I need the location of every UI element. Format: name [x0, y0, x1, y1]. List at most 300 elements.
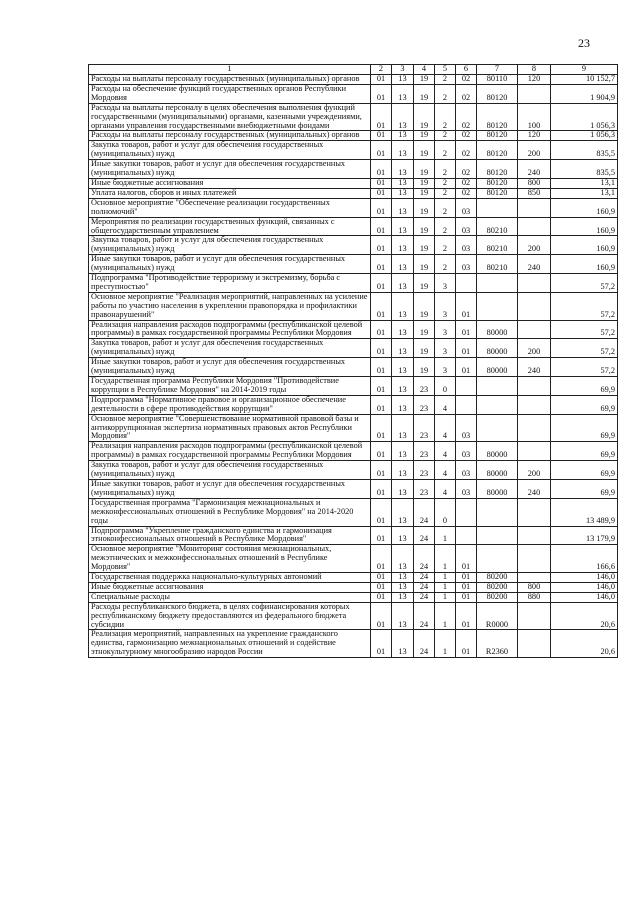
- cell-measure: 02: [456, 160, 477, 179]
- cell-amount: 69,9: [551, 479, 618, 498]
- cell-amount: 835,5: [551, 141, 618, 160]
- cell-expense-direction: 80000: [477, 339, 518, 358]
- cell-expense-direction: 80000: [477, 358, 518, 377]
- cell-subsection: 13: [392, 75, 414, 85]
- cell-section: 01: [371, 377, 392, 396]
- row-name: Специальные расходы: [89, 592, 371, 602]
- cell-program: 24: [414, 582, 435, 592]
- cell-subsection: 13: [392, 160, 414, 179]
- cell-program: 24: [414, 602, 435, 630]
- cell-section: 01: [371, 188, 392, 198]
- cell-program: 19: [414, 274, 435, 293]
- cell-amount: 835,5: [551, 160, 618, 179]
- cell-expense-type: [518, 414, 551, 442]
- cell-subsection: 13: [392, 178, 414, 188]
- cell-section: 01: [371, 339, 392, 358]
- cell-expense-type: 850: [518, 188, 551, 198]
- row-name: Закупка товаров, работ и услуг для обеспечения государственных (муниципальных) нужд: [89, 461, 371, 480]
- cell-measure: 03: [456, 198, 477, 217]
- cell-amount: 13,1: [551, 178, 618, 188]
- cell-subsection: 13: [392, 339, 414, 358]
- row-name: Расходы на обеспечение функций государственных органов Республики Мордовия: [89, 84, 371, 103]
- row-name: Подпрограмма "Противодействие терроризму и экстремизму, борьба с преступностью": [89, 274, 371, 293]
- cell-expense-type: 240: [518, 255, 551, 274]
- cell-amount: 1 904,9: [551, 84, 618, 103]
- cell-program: 24: [414, 573, 435, 583]
- cell-expense-type: [518, 217, 551, 236]
- cell-program: 19: [414, 217, 435, 236]
- row-name: Основное мероприятие "Обеспечение реализации государственных полномочий": [89, 198, 371, 217]
- table-row: [89, 395, 618, 414]
- column-header-7: 7: [477, 65, 518, 75]
- cell-subprogram: 4: [435, 414, 456, 442]
- cell-amount: 20,6: [551, 630, 618, 658]
- table-row: [89, 414, 618, 442]
- cell-subprogram: 2: [435, 84, 456, 103]
- cell-subsection: 13: [392, 573, 414, 583]
- cell-expense-type: [518, 573, 551, 583]
- cell-program: 19: [414, 131, 435, 141]
- table-row: [89, 236, 618, 255]
- cell-amount: 13 179,9: [551, 526, 618, 545]
- cell-expense-type: 800: [518, 582, 551, 592]
- cell-expense-type: 200: [518, 236, 551, 255]
- cell-section: 01: [371, 358, 392, 377]
- column-header-3: 3: [392, 65, 414, 75]
- table-row: [89, 630, 618, 658]
- cell-program: 19: [414, 178, 435, 188]
- cell-subprogram: 4: [435, 479, 456, 498]
- table-row: [89, 103, 618, 131]
- row-name: Закупка товаров, работ и услуг для обеспечения государственных (муниципальных) нужд: [89, 236, 371, 255]
- cell-section: 01: [371, 131, 392, 141]
- cell-section: 01: [371, 160, 392, 179]
- cell-expense-type: [518, 274, 551, 293]
- cell-expense-direction: [477, 498, 518, 526]
- cell-subsection: 13: [392, 274, 414, 293]
- cell-expense-direction: 80200: [477, 573, 518, 583]
- cell-subsection: 13: [392, 582, 414, 592]
- row-name: Закупка товаров, работ и услуг для обеспечения государственных (муниципальных) нужд: [89, 339, 371, 358]
- cell-program: 19: [414, 339, 435, 358]
- cell-measure: 02: [456, 103, 477, 131]
- cell-subprogram: 2: [435, 131, 456, 141]
- cell-subprogram: 2: [435, 236, 456, 255]
- table-row: [89, 292, 618, 320]
- cell-expense-direction: R0000: [477, 602, 518, 630]
- table-header-row: [89, 65, 618, 75]
- cell-amount: 160,9: [551, 217, 618, 236]
- cell-subprogram: 3: [435, 358, 456, 377]
- cell-subprogram: 2: [435, 103, 456, 131]
- cell-measure: 01: [456, 602, 477, 630]
- row-name: Иные бюджетные ассигнования: [89, 582, 371, 592]
- cell-section: 01: [371, 178, 392, 188]
- table-row: [89, 479, 618, 498]
- row-name: Государственная поддержка национально-культурных автономий: [89, 573, 371, 583]
- cell-subsection: 13: [392, 236, 414, 255]
- cell-measure: 01: [456, 292, 477, 320]
- row-name: Реализация мероприятий, направленных на укрепление гражданского единства, гармонизацию межнациональных отношений и содействие этнокультурному многообразию народов России: [89, 630, 371, 658]
- cell-subsection: 13: [392, 526, 414, 545]
- cell-expense-direction: 80120: [477, 160, 518, 179]
- cell-amount: 57,2: [551, 339, 618, 358]
- cell-subprogram: 1: [435, 526, 456, 545]
- cell-expense-direction: [477, 414, 518, 442]
- column-header-2: 2: [371, 65, 392, 75]
- row-name: Подпрограмма "Нормативное правовое и организационное обеспечение деятельности в сфере противодействия коррупции": [89, 395, 371, 414]
- cell-measure: [456, 377, 477, 396]
- cell-program: 19: [414, 160, 435, 179]
- cell-measure: 01: [456, 582, 477, 592]
- cell-measure: 03: [456, 442, 477, 461]
- cell-expense-type: 100: [518, 103, 551, 131]
- cell-subsection: 13: [392, 592, 414, 602]
- cell-amount: 57,2: [551, 358, 618, 377]
- cell-subsection: 13: [392, 198, 414, 217]
- cell-subsection: 13: [392, 442, 414, 461]
- cell-subprogram: 3: [435, 292, 456, 320]
- cell-amount: 146,0: [551, 573, 618, 583]
- cell-section: 01: [371, 395, 392, 414]
- cell-section: 01: [371, 630, 392, 658]
- cell-expense-type: [518, 377, 551, 396]
- cell-subsection: 13: [392, 630, 414, 658]
- cell-subprogram: 2: [435, 141, 456, 160]
- table-row: [89, 339, 618, 358]
- cell-expense-type: 240: [518, 160, 551, 179]
- cell-measure: 03: [456, 414, 477, 442]
- cell-section: 01: [371, 414, 392, 442]
- cell-measure: 03: [456, 236, 477, 255]
- cell-subprogram: 4: [435, 395, 456, 414]
- cell-amount: 57,2: [551, 320, 618, 339]
- cell-amount: 10 152,7: [551, 75, 618, 85]
- cell-program: 19: [414, 103, 435, 131]
- row-name: Иные закупки товаров, работ и услуг для обеспечения государственных (муниципальных) нужд: [89, 255, 371, 274]
- cell-measure: 03: [456, 479, 477, 498]
- table-row: [89, 377, 618, 396]
- budget-table: [88, 64, 618, 658]
- cell-expense-type: [518, 198, 551, 217]
- cell-subsection: 13: [392, 255, 414, 274]
- row-name: Реализация направления расходов подпрограммы (республиканской целевой программы) в рамках государственной программы Республики Мордовия: [89, 442, 371, 461]
- row-name: Иные закупки товаров, работ и услуг для обеспечения государственных (муниципальных) нужд: [89, 160, 371, 179]
- cell-expense-type: [518, 395, 551, 414]
- cell-expense-type: 800: [518, 178, 551, 188]
- cell-measure: [456, 274, 477, 293]
- cell-measure: 02: [456, 188, 477, 198]
- cell-expense-type: 120: [518, 131, 551, 141]
- cell-subsection: 13: [392, 292, 414, 320]
- cell-subprogram: 1: [435, 592, 456, 602]
- cell-program: 19: [414, 141, 435, 160]
- column-header-4: 4: [414, 65, 435, 75]
- cell-expense-type: [518, 630, 551, 658]
- cell-expense-type: [518, 292, 551, 320]
- cell-expense-direction: [477, 377, 518, 396]
- cell-expense-direction: 80000: [477, 461, 518, 480]
- table-row: [89, 274, 618, 293]
- table-row: [89, 188, 618, 198]
- cell-expense-type: 240: [518, 358, 551, 377]
- table-row: [89, 178, 618, 188]
- cell-amount: 160,9: [551, 236, 618, 255]
- row-name: Уплата налогов, сборов и иных платежей: [89, 188, 371, 198]
- table-row: [89, 160, 618, 179]
- table-row: [89, 526, 618, 545]
- cell-expense-direction: [477, 198, 518, 217]
- cell-subprogram: 0: [435, 498, 456, 526]
- cell-subsection: 13: [392, 377, 414, 396]
- cell-subprogram: 1: [435, 545, 456, 573]
- cell-section: 01: [371, 141, 392, 160]
- cell-measure: [456, 498, 477, 526]
- cell-section: 01: [371, 217, 392, 236]
- cell-section: 01: [371, 498, 392, 526]
- cell-section: 01: [371, 292, 392, 320]
- cell-expense-direction: 80110: [477, 75, 518, 85]
- row-name: Расходы на выплаты персоналу государственных (муниципальных) органов: [89, 131, 371, 141]
- table-row: [89, 198, 618, 217]
- cell-subsection: 13: [392, 414, 414, 442]
- cell-subsection: 13: [392, 479, 414, 498]
- table-row: [89, 461, 618, 480]
- cell-subsection: 13: [392, 602, 414, 630]
- cell-measure: 01: [456, 358, 477, 377]
- cell-program: 19: [414, 358, 435, 377]
- column-header-1: 1: [89, 65, 371, 75]
- cell-subsection: 13: [392, 131, 414, 141]
- cell-expense-direction: 80200: [477, 592, 518, 602]
- row-name: Расходы на выплаты персоналу в целях обеспечения выполнения функций государственными (муниципальными) органами, казенными учреждениями, органами управления государственными внебюджетными фондами: [89, 103, 371, 131]
- cell-amount: 146,0: [551, 592, 618, 602]
- row-name: Иные бюджетные ассигнования: [89, 178, 371, 188]
- cell-subprogram: 4: [435, 442, 456, 461]
- row-name: Подпрограмма "Укрепление гражданского единства и гармонизация этноконфессиональных отношений в Республике Мордовия": [89, 526, 371, 545]
- cell-measure: 01: [456, 630, 477, 658]
- cell-measure: 02: [456, 178, 477, 188]
- row-name: Расходы республиканского бюджета, в целях софинансирования которых республиканскому бюджету предоставляются из федерального бюджета субсидии: [89, 602, 371, 630]
- cell-subsection: 13: [392, 141, 414, 160]
- cell-expense-type: 240: [518, 479, 551, 498]
- cell-subprogram: 3: [435, 274, 456, 293]
- cell-amount: 160,9: [551, 198, 618, 217]
- cell-section: 01: [371, 236, 392, 255]
- cell-measure: 02: [456, 84, 477, 103]
- cell-expense-direction: 80000: [477, 320, 518, 339]
- cell-expense-direction: 80120: [477, 178, 518, 188]
- cell-expense-direction: 80210: [477, 236, 518, 255]
- cell-section: 01: [371, 526, 392, 545]
- cell-measure: 01: [456, 320, 477, 339]
- cell-section: 01: [371, 75, 392, 85]
- cell-subprogram: 1: [435, 602, 456, 630]
- cell-program: 23: [414, 442, 435, 461]
- cell-expense-direction: 80120: [477, 103, 518, 131]
- cell-expense-direction: 80120: [477, 141, 518, 160]
- page-number: 23: [578, 36, 590, 50]
- cell-amount: 69,9: [551, 461, 618, 480]
- cell-subprogram: 2: [435, 198, 456, 217]
- cell-amount: 160,9: [551, 255, 618, 274]
- cell-amount: 69,9: [551, 414, 618, 442]
- cell-subprogram: 1: [435, 582, 456, 592]
- cell-subsection: 13: [392, 461, 414, 480]
- row-name: Мероприятия по реализации государственных функций, связанных с общегосударственным управлением: [89, 217, 371, 236]
- cell-amount: 166,6: [551, 545, 618, 573]
- table-row: [89, 592, 618, 602]
- cell-expense-type: [518, 545, 551, 573]
- cell-section: 01: [371, 582, 392, 592]
- cell-expense-direction: 80120: [477, 131, 518, 141]
- cell-expense-type: [518, 320, 551, 339]
- cell-subsection: 13: [392, 103, 414, 131]
- cell-amount: 146,0: [551, 582, 618, 592]
- cell-program: 23: [414, 395, 435, 414]
- row-name: Основное мероприятие "Совершенствование нормативной правовой базы и антикоррупционная экспертиза нормативных правовых актов Республики Мордовия": [89, 414, 371, 442]
- column-header-6: 6: [456, 65, 477, 75]
- cell-measure: 03: [456, 255, 477, 274]
- cell-section: 01: [371, 442, 392, 461]
- cell-subprogram: 2: [435, 75, 456, 85]
- cell-amount: 13 489,9: [551, 498, 618, 526]
- cell-section: 01: [371, 274, 392, 293]
- table-row: [89, 442, 618, 461]
- cell-subprogram: 2: [435, 178, 456, 188]
- cell-program: 23: [414, 377, 435, 396]
- cell-measure: 01: [456, 339, 477, 358]
- cell-subprogram: 2: [435, 255, 456, 274]
- cell-amount: 13,1: [551, 188, 618, 198]
- cell-amount: 20,6: [551, 602, 618, 630]
- cell-expense-type: [518, 602, 551, 630]
- cell-amount: 69,9: [551, 442, 618, 461]
- cell-expense-direction: [477, 545, 518, 573]
- cell-expense-direction: 80120: [477, 84, 518, 103]
- cell-subsection: 13: [392, 395, 414, 414]
- cell-program: 24: [414, 592, 435, 602]
- cell-program: 23: [414, 414, 435, 442]
- table-row: [89, 217, 618, 236]
- row-name: Государственная программа "Гармонизация межнациональных и межконфессиональных отношений в Республике Мордовия" на 2014-2020 годы: [89, 498, 371, 526]
- cell-program: 23: [414, 461, 435, 480]
- row-name: Основное мероприятие "Реализация мероприятий, направленных на усиление работы по участию населения в укреплении правопорядка и профилактики правонарушений": [89, 292, 371, 320]
- cell-expense-direction: 80210: [477, 217, 518, 236]
- cell-expense-direction: R2360: [477, 630, 518, 658]
- cell-section: 01: [371, 84, 392, 103]
- cell-subprogram: 3: [435, 339, 456, 358]
- cell-program: 19: [414, 198, 435, 217]
- row-name: Иные закупки товаров, работ и услуг для обеспечения государственных (муниципальных) нужд: [89, 479, 371, 498]
- cell-expense-direction: 80000: [477, 442, 518, 461]
- table-row: [89, 358, 618, 377]
- cell-section: 01: [371, 479, 392, 498]
- table-row: [89, 498, 618, 526]
- cell-expense-type: 880: [518, 592, 551, 602]
- cell-subprogram: 4: [435, 461, 456, 480]
- cell-program: 19: [414, 236, 435, 255]
- cell-program: 23: [414, 479, 435, 498]
- cell-expense-direction: 80120: [477, 188, 518, 198]
- cell-subprogram: 0: [435, 377, 456, 396]
- row-name: Государственная программа Республики Мордовия "Противодействие коррупции в Республике Мордовия" на 2014-2019 годы: [89, 377, 371, 396]
- cell-expense-type: [518, 526, 551, 545]
- cell-measure: [456, 395, 477, 414]
- cell-measure: 01: [456, 573, 477, 583]
- cell-program: 24: [414, 630, 435, 658]
- row-name: Основное мероприятие "Мониторинг состояния межнациональных, межэтнических и межконфессиональных отношений в Республике Мордовия": [89, 545, 371, 573]
- row-name: Реализация направления расходов подпрограммы (республиканской целевой программы) в рамках государственной программы Республики Мордовия: [89, 320, 371, 339]
- cell-section: 01: [371, 545, 392, 573]
- cell-subprogram: 3: [435, 320, 456, 339]
- cell-subprogram: 2: [435, 188, 456, 198]
- table-row: [89, 545, 618, 573]
- cell-amount: 1 056,3: [551, 103, 618, 131]
- column-header-5: 5: [435, 65, 456, 75]
- cell-measure: 01: [456, 545, 477, 573]
- cell-section: 01: [371, 103, 392, 131]
- cell-section: 01: [371, 320, 392, 339]
- cell-expense-type: 200: [518, 339, 551, 358]
- cell-subprogram: 1: [435, 630, 456, 658]
- cell-amount: 1 056,3: [551, 131, 618, 141]
- cell-measure: 01: [456, 592, 477, 602]
- cell-section: 01: [371, 198, 392, 217]
- cell-measure: 02: [456, 75, 477, 85]
- column-header-8: 8: [518, 65, 551, 75]
- cell-subprogram: 2: [435, 160, 456, 179]
- cell-program: 24: [414, 545, 435, 573]
- cell-subprogram: 2: [435, 217, 456, 236]
- cell-subsection: 13: [392, 498, 414, 526]
- cell-subsection: 13: [392, 84, 414, 103]
- cell-section: 01: [371, 573, 392, 583]
- cell-program: 24: [414, 526, 435, 545]
- cell-expense-type: 200: [518, 141, 551, 160]
- cell-amount: 57,2: [551, 292, 618, 320]
- table-row: [89, 602, 618, 630]
- cell-section: 01: [371, 255, 392, 274]
- cell-expense-type: [518, 498, 551, 526]
- cell-section: 01: [371, 592, 392, 602]
- cell-measure: 03: [456, 217, 477, 236]
- table-row: [89, 582, 618, 592]
- cell-measure: 02: [456, 141, 477, 160]
- cell-expense-direction: 80210: [477, 255, 518, 274]
- cell-expense-direction: [477, 292, 518, 320]
- cell-program: 19: [414, 255, 435, 274]
- cell-expense-direction: 80000: [477, 479, 518, 498]
- cell-program: 24: [414, 498, 435, 526]
- cell-program: 19: [414, 320, 435, 339]
- cell-subsection: 13: [392, 320, 414, 339]
- cell-subsection: 13: [392, 188, 414, 198]
- table-row: [89, 141, 618, 160]
- cell-expense-type: [518, 84, 551, 103]
- cell-expense-type: 200: [518, 461, 551, 480]
- cell-expense-direction: [477, 274, 518, 293]
- row-name: Расходы на выплаты персоналу государственных (муниципальных) органов: [89, 75, 371, 85]
- cell-amount: 57,2: [551, 274, 618, 293]
- cell-expense-direction: 80200: [477, 582, 518, 592]
- column-header-9: 9: [551, 65, 618, 75]
- cell-program: 19: [414, 75, 435, 85]
- cell-subsection: 13: [392, 545, 414, 573]
- cell-section: 01: [371, 461, 392, 480]
- cell-expense-type: 120: [518, 75, 551, 85]
- table-row: [89, 320, 618, 339]
